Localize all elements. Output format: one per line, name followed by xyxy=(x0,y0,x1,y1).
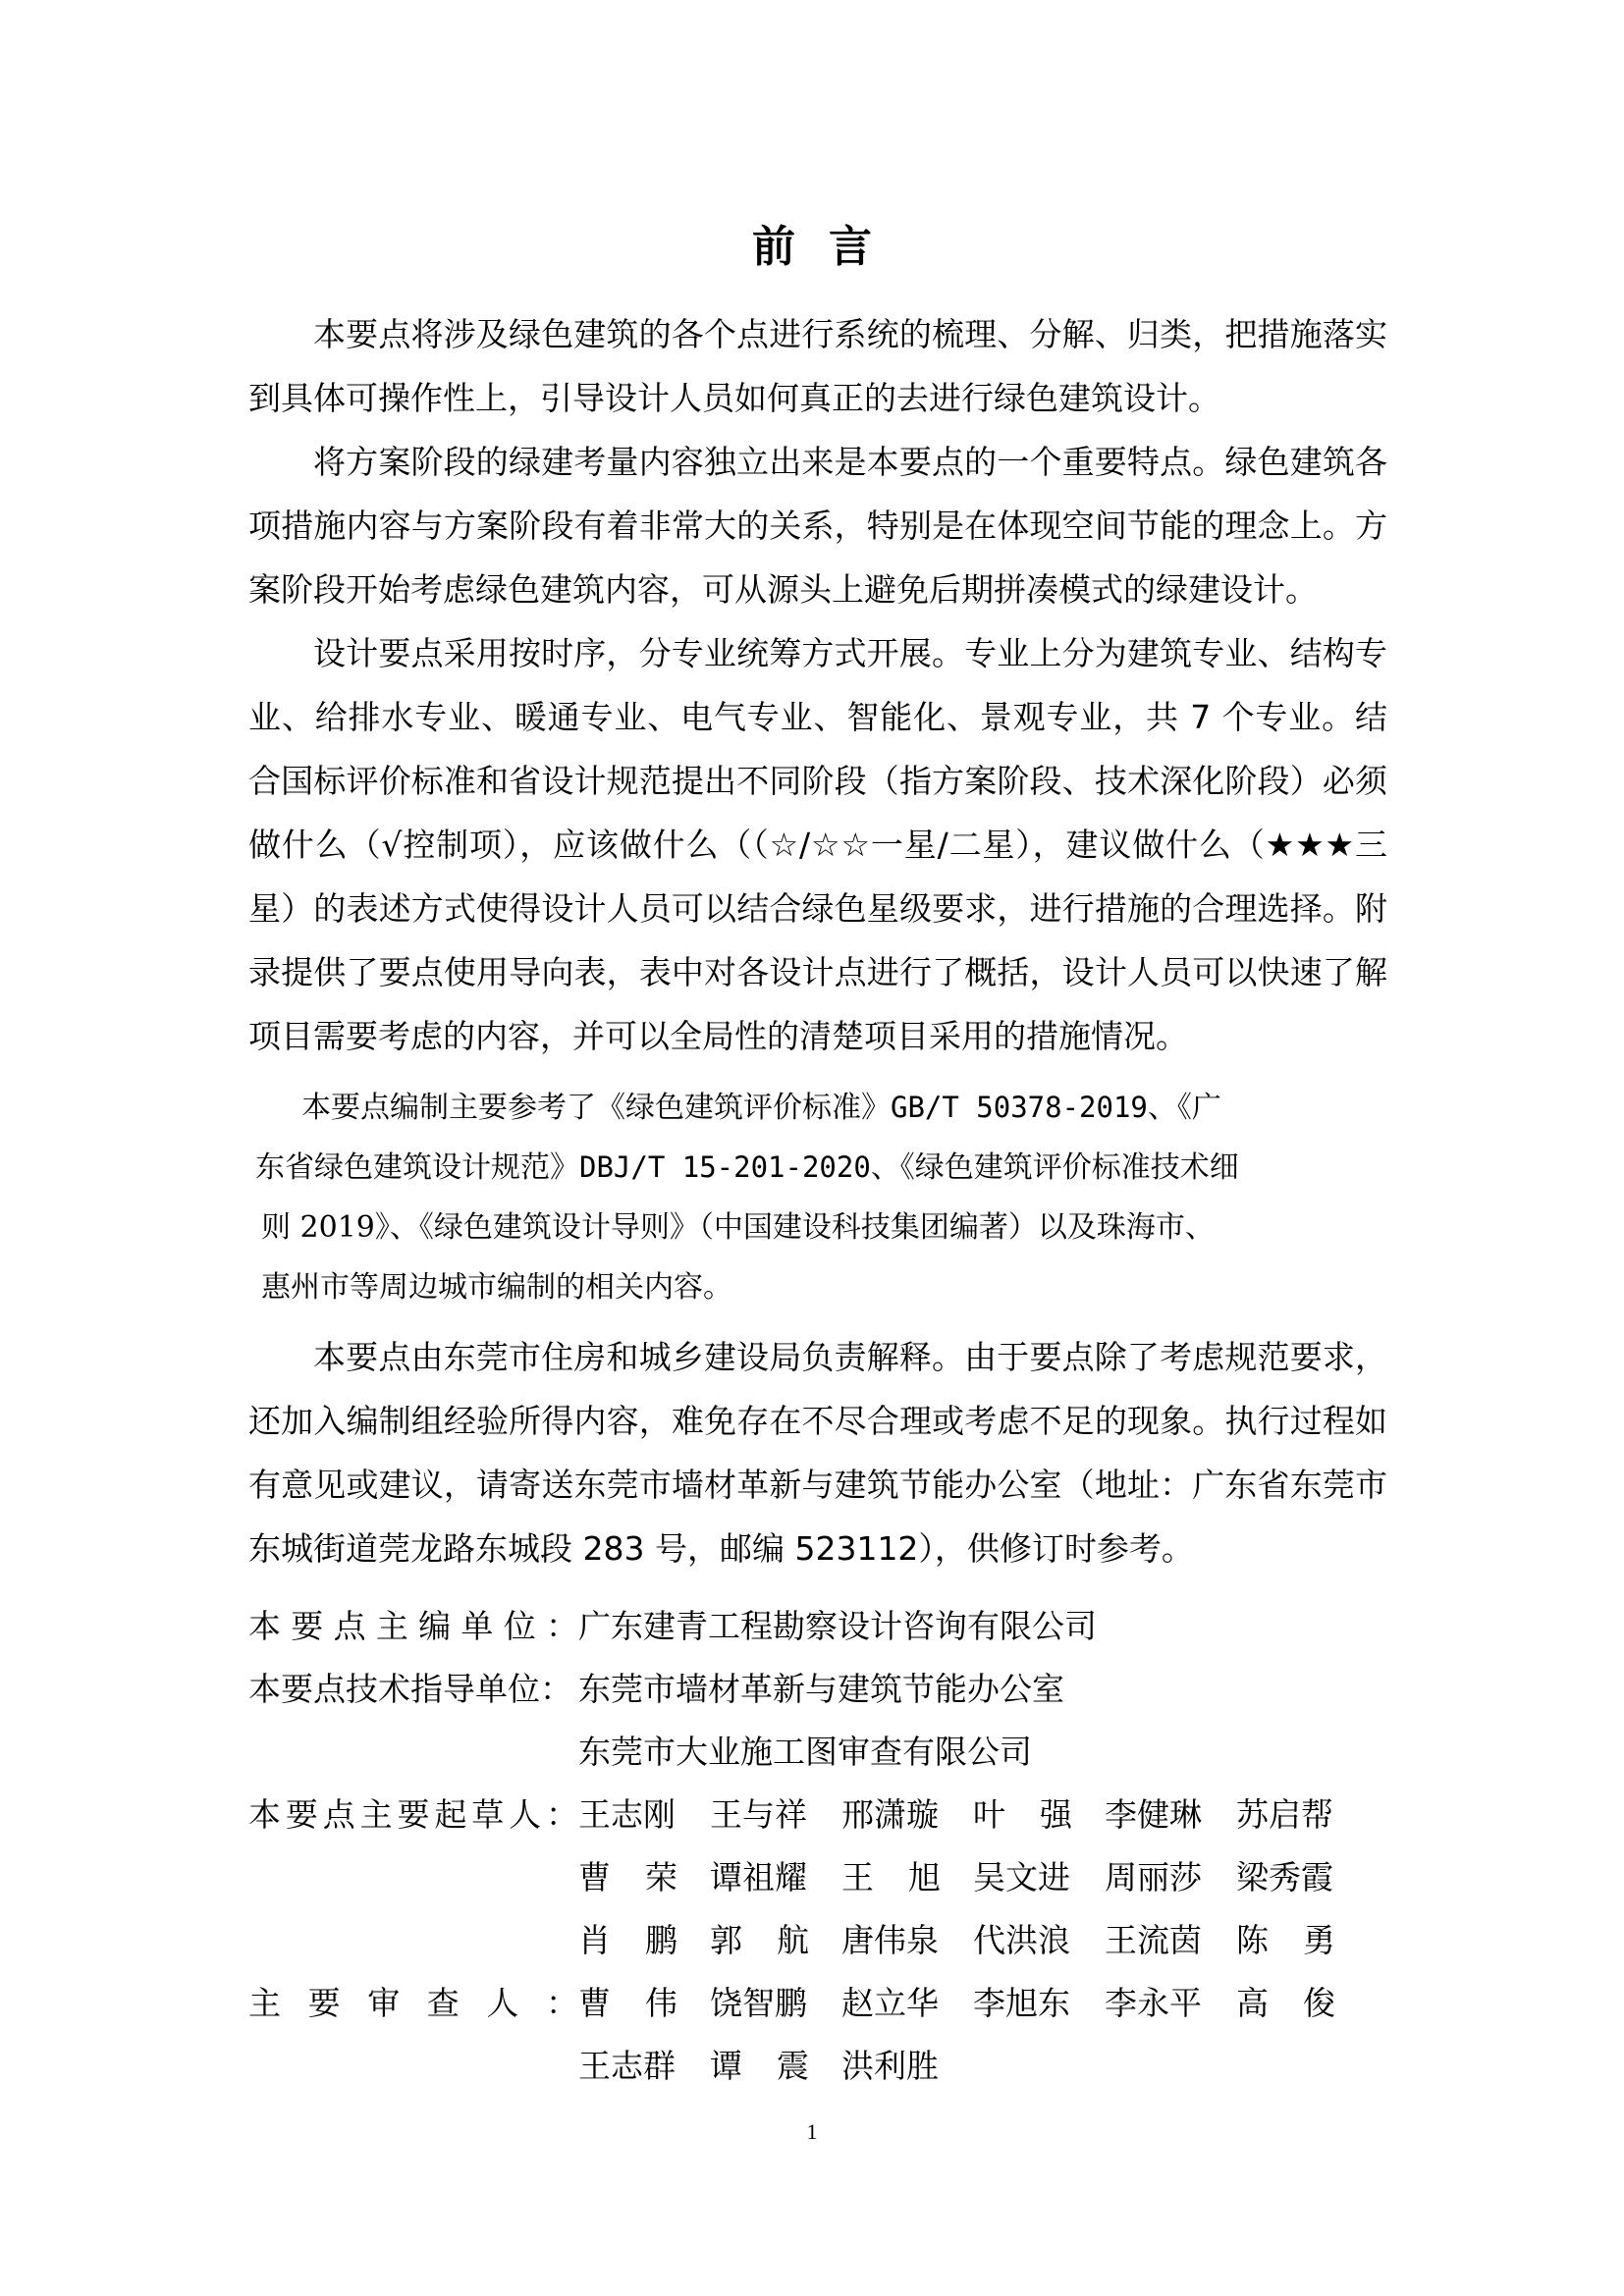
references-line-4: 惠州市等周边城市编制的相关内容。 xyxy=(261,1270,732,1305)
paragraph-purpose: 本要点将涉及绿色建筑的各个点进行系统的梳理、分解、归类，把措施落实到具体可操作性上，引导设计人员如何真正的去进行绿色建筑设计。 xyxy=(248,315,1387,417)
credit-row-drafters-1 xyxy=(248,1781,1387,1843)
drafters-line-3 xyxy=(578,1915,1368,1961)
person-name: 王志群 xyxy=(578,2046,676,2085)
paragraph-interpretation: 本要点由东莞市住房和城乡建设局负责解释。由于要点除了考虑规范要求，还加入编制组经验所得内容，难免存在不尽合理或考虑不足的现象。执行过程如有意见或建议，请寄送东莞市墙材革新与建筑节能办公室（地址：广东省东莞市东城街道莞龙路东城段 283 号，邮编 523112），供修订时参考。 xyxy=(248,1338,1387,1568)
person-name: 王 旭 xyxy=(841,1857,941,1896)
chief-unit-value: 广东建青工程勘察设计咨询有限公司 xyxy=(578,1606,1097,1645)
credits-section xyxy=(248,1592,1387,2095)
guidance-label: 本要点技术指导单位： xyxy=(248,1669,572,1708)
person-name: 肖 鹏 xyxy=(578,1920,677,1959)
person-name: 唐伟泉 xyxy=(841,1920,939,1959)
references-line-1: 本要点编制主要参考了《绿色建筑评价标准》GB/T 50378-2019、《广 xyxy=(301,1091,1221,1125)
drafters-label: 本 要 点 主 要 起 草 人 ： xyxy=(248,1794,578,1834)
reviewers-label: 主 要 审 查 人 ： xyxy=(248,1983,578,2022)
reviewers-line-1 xyxy=(578,1978,1368,2024)
credit-row-guidance-2 xyxy=(248,1718,1387,1781)
paragraph-design-approach: 设计要点采用按时序，分专业统筹方式开展。专业上分为建筑专业、结构专业、给排水专业、暖通专业、电气专业、智能化、景观专业，共 7 个专业。结合国标评价标准和省设计规范提出不同阶段（指方案阶段、技术深化阶段）必须做什么（√控制项），应该做什么（（☆/☆☆一星/二星），建议做什么（★★★三星）的表述方式使得设计人员可以结合绿色星级要求，进行措施的合理选择。附录提供了要点使用导向表，表中对各设计点进行了概括，设计人员可以快速了解项目需要考虑的内容，并可以全局性的清楚项目采用的措施情况。 xyxy=(248,634,1387,1055)
person-name: 饶智鹏 xyxy=(710,1983,807,2022)
references-line-2: 东省绿色建筑设计规范》DBJ/T 15-201-2020、《绿色建筑评价标准技术细 xyxy=(255,1150,1239,1185)
person-name: 李旭东 xyxy=(973,1983,1070,2022)
person-name: 赵立华 xyxy=(841,1983,939,2022)
reviewers-line-2 xyxy=(578,2041,973,2087)
person-name: 叶 强 xyxy=(973,1794,1072,1834)
person-name: 周丽莎 xyxy=(1105,1857,1202,1896)
person-name: 洪利胜 xyxy=(841,2046,939,2085)
person-name: 梁秀霞 xyxy=(1236,1857,1333,1896)
references-paragraph xyxy=(248,1078,1387,1317)
person-name: 代洪浪 xyxy=(973,1920,1070,1959)
credit-row-reviewers-1 xyxy=(248,1969,1387,2032)
references-line-3: 则 2019》、《绿色建筑设计导则》（中国建设科技集团编著）以及珠海市、 xyxy=(261,1210,1215,1245)
guidance-unit-1: 东莞市墙材革新与建筑节能办公室 xyxy=(578,1669,1064,1708)
drafters-line-2 xyxy=(578,1852,1368,1898)
person-name: 苏启帮 xyxy=(1236,1794,1333,1834)
person-name: 谭祖耀 xyxy=(710,1857,807,1896)
person-name: 郭 航 xyxy=(710,1920,809,1959)
page-number: 1 xyxy=(806,2119,818,2144)
credit-row-drafters-2 xyxy=(248,1843,1387,1906)
person-name: 曹 荣 xyxy=(578,1857,677,1896)
person-name: 李永平 xyxy=(1105,1983,1202,2022)
credit-row-chief-unit xyxy=(248,1592,1387,1655)
chief-unit-label: 本 要 点 主 编 单 位 ： xyxy=(248,1606,578,1645)
person-name: 谭 震 xyxy=(710,2046,809,2085)
paragraph-scheme-stage: 将方案阶段的绿建考量内容独立出来是本要点的一个重要特点。绿色建筑各项措施内容与方案阶段有着非常大的关系，特别是在体现空间节能的理念上。方案阶段开始考虑绿色建筑内容，可从源头上避免后期拼凑模式的绿建设计。 xyxy=(248,443,1387,609)
person-name: 王与祥 xyxy=(710,1794,807,1834)
guidance-unit-2: 东莞市大业施工图审查有限公司 xyxy=(578,1732,1032,1771)
credit-row-drafters-3 xyxy=(248,1906,1387,1969)
person-name: 王志刚 xyxy=(578,1794,676,1834)
person-name: 曹 伟 xyxy=(578,1983,677,2022)
person-name: 高 俊 xyxy=(1236,1983,1335,2022)
drafters-line-1 xyxy=(578,1789,1368,1836)
person-name: 陈 勇 xyxy=(1236,1920,1335,1959)
person-name: 李健琳 xyxy=(1105,1794,1202,1834)
person-name: 邢潇璇 xyxy=(841,1794,939,1834)
page-title: 前言 xyxy=(752,222,905,272)
person-name: 吴文进 xyxy=(973,1857,1070,1896)
preface-body xyxy=(248,302,1387,1580)
person-name: 王流茵 xyxy=(1105,1920,1202,1959)
credit-row-reviewers-2 xyxy=(248,2032,1387,2095)
credit-row-guidance-1 xyxy=(248,1655,1387,1718)
